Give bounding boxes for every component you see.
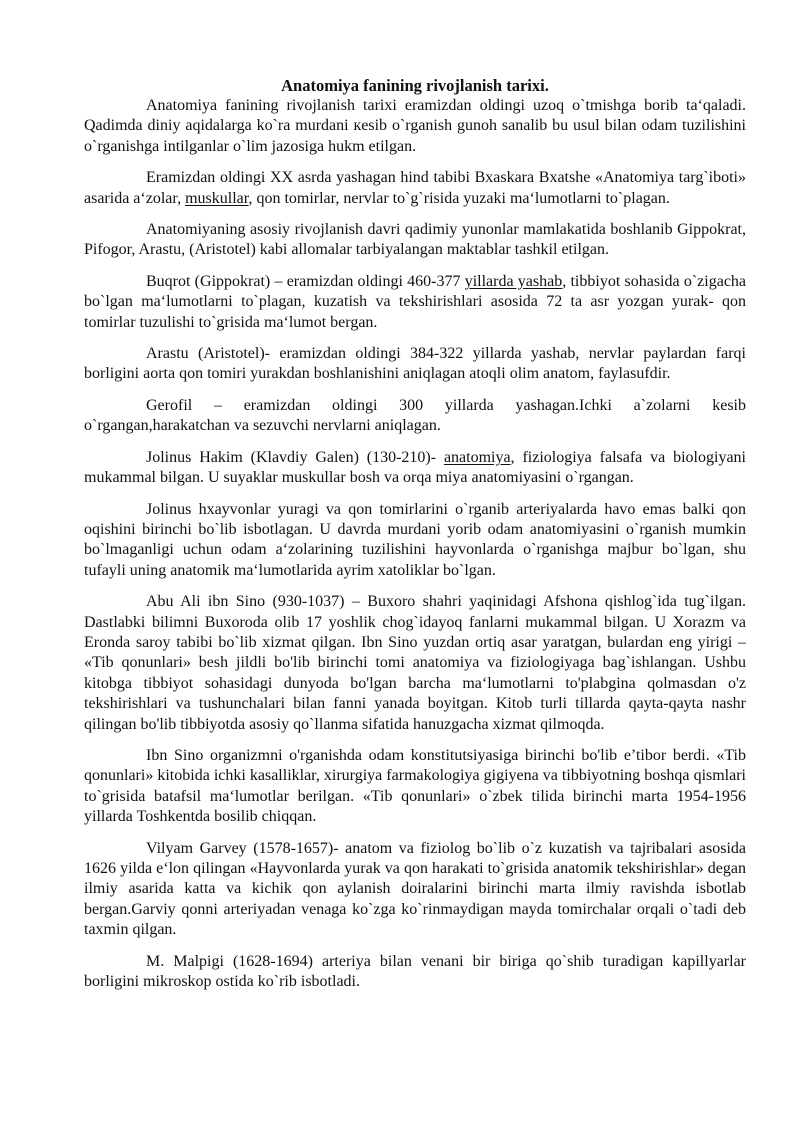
text-segment: Eramizdan oldingi XX asrda yashagan hind tabibi Bxaskara Bxatshe «Anatomiya targ`iboti» asarida a‘zolar, <box>84 169 746 207</box>
paragraph-10 <box>84 746 746 828</box>
paragraph-3 <box>84 220 746 261</box>
text-segment: Buqrot (Gippokrat) – eramizdan oldingi 460-377 <box>146 272 465 290</box>
paragraph-1 <box>84 96 746 157</box>
text-segment: , fiziologiya falsafa va biologiyani mukammal bilgan. U suyaklar muskullar bosh va orqa miya anatomiyasini o`rgangan. <box>84 448 746 487</box>
paragraph-8 <box>84 500 746 582</box>
text-segment: Anatomiya fanining rivojlanish tarixi eramizdan oldingi uzoq o`tmishga borib ta‘qaladi. Qadimda diniy aqidalarga ko`ra murdani кesib o`rganish gunoh sanalib bu usul bilan odam tuzilishini o`rganishga intilganlar o`lim jazosiga hukm etilgan. <box>84 97 746 155</box>
text-segment: Arastu (Aristotel)- eramizdan oldingi 384-322 yillarda yashab, nervlar paylardan farqi borligini aorta qon tomiri yurakdan boshlanishini aniqlagan atoqli olim anatom, faylasufdir. <box>84 345 746 383</box>
text-segment: Jolinus hxayvonlar yuragi va qon tomirlarini o`rganib arteriyalarda havo emas balki qon oqishini birinchi bo`lib isbotlagan. U davrda murdani yorib odam anatomiyasini o`rganish mumkin bo`lmaganligi uchun odam a‘zolarining tuzilishini hayvonlarda o`rganishga majbur bo`lgan, shu tufayli uning anatomik ma‘lumotlarida ayrim xatoliklar bo`lgan. <box>84 500 746 579</box>
text-segment: Jolinus Hakim (Klavdiy Galen) (130-210)- <box>146 448 444 466</box>
paragraph-11 <box>84 839 746 941</box>
text-segment: , qon tomirlar, nervlar to`g`risida yuzaki ma‘lumotlarni to`plagan. <box>248 189 670 207</box>
document-title: Anatomiya fanining rivojlanish tarixi. <box>281 76 549 95</box>
underlined-text: muskullar <box>185 189 249 207</box>
text-segment: Anatomiyaning asosiy rivojlanish davri qadimiy yunonlar mamlakatida boshlanib Gippokrat, Pifogor, Arastu, (Aristotel) kabi allomalar tarbiyalangan maktablar tashkil etilgan. <box>84 221 746 259</box>
paragraph-2 <box>84 168 746 209</box>
text-segment: , tibbiyot sohasida o`zigacha bo`lgan ma‘lumotlarni to`plagan, kuzatish va tekshirishlari asosida 72 ta asr yozgan yurak- qon tomirlar tuzulishi to`grisida ma‘lumot bergan. <box>84 272 747 331</box>
paragraph-7 <box>84 448 746 489</box>
paragraph-6 <box>84 396 746 437</box>
text-segment: M. Malpigi (1628-1694) arteriya bilan venani bir biriga qo`shib turadigan kapillyarlar borligini mikroskop ostida ko`rib isbotladi. <box>84 952 746 991</box>
paragraph-9 <box>84 592 746 735</box>
paragraph-12 <box>84 952 746 993</box>
text-segment: Gerofil – eramizdan oldingi 300 yillarda yashagan.Ichki a`zolarni kesib o`rgangan,harakatchan va sezuvchi nervlarni aniqlagan. <box>84 396 746 435</box>
paragraph-5 <box>84 344 746 385</box>
underlined-text: yillarda yashab <box>464 272 563 290</box>
text-segment: Ibn Sino organizmni o'rganishda odam konstitutsiyasiga birinchi bo'lib e’tibor berdi. «Tib qonunlari» kitobida ichki kasalliklar, xirurgiya farmakologiya gigiyena va tibbiyotning boshqa qismlari to`grisida batafsil ma‘lumotlar berilgan. «Tib qonunlari» o`zbek tilida birinchi marta 1954-1956 yillarda Toshkentda bosilib chiqqan. <box>84 746 746 826</box>
text-segment: Abu Ali ibn Sino (930-1037) – Buxoro shahri yaqinidagi Afshona qishlog`ida tug`ilgan. Dastlabki bilimni Buxoroda olib 17 yoshlik chog`idayoq fanlarni mukammal bilgan. U Xorazm va Eronda saroy tabibi bo`lib xizmat qilgan. Ibn Sino yuzdan ortiq asar yaratgan, bulardan eng yirigi – «Tib qonunlari» besh jildli bo'lib birinchi tomi anatomiya va fiziologiyaga bag`ishlangan. Ushbu kitobga tibbiyot sohasidagi dunyoda bo'lgan barcha ma‘lumotlarni to'plabgina qolmasdan o'z tekshirishlari va tushunchalari bilan fanni yanada boyitgan. Kitob turli tillarda qayta-qayta nashr qilingan bo'lib tibbiyotda asosiy qo`llanma sifatida hanuzgacha xizmat qilmoqda. <box>84 593 746 733</box>
underlined-text: anatomiya <box>443 448 511 466</box>
paragraph-4 <box>84 272 746 333</box>
text-segment: Vilyam Garvey (1578-1657)- anatom va fiziolog bo`lib o`z kuzatish va tajribalari asosida 1626 yilda e‘lon qilingan «Hayvonlarda yurak va qon harakati to`grisida anatomik tekshirishlar» degan ilmiy asarida katta va kichik qon aylanish doiralarini birinchi marta ilmiy ravishda isbotlab bergan.Garviy qonni arteriyadan venaga ko`zga ko`rinmaydigan mayda tomirchalar orqali o`tadi deb taxmin qilgan. <box>84 839 746 939</box>
document-body <box>84 96 746 992</box>
